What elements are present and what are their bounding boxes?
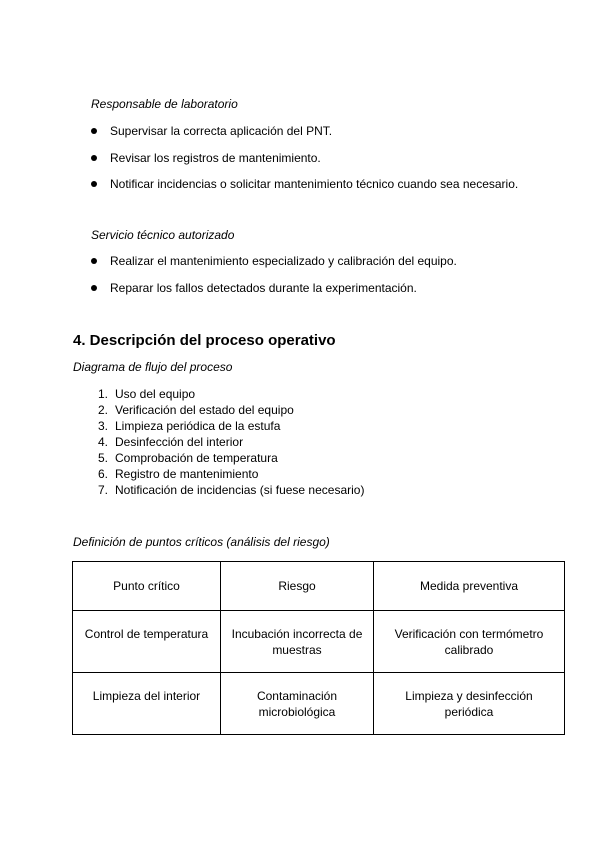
table-row <box>73 611 565 673</box>
bullet-icon <box>91 181 97 187</box>
table-header-cell: Punto crítico <box>73 562 221 611</box>
step-number: 5. <box>97 451 108 465</box>
list-item <box>91 177 518 191</box>
role-title-technical-service: Servicio técnico autorizado <box>91 228 235 242</box>
critical-points-subheading: Definición de puntos críticos (análisis del riesgo) <box>73 535 330 549</box>
table-header-cell: Riesgo <box>221 562 374 611</box>
list-item <box>89 435 364 451</box>
list-item-text: Reparar los fallos detectados durante la experimentación. <box>110 281 417 295</box>
step-text: Desinfección del interior <box>115 435 244 449</box>
list-item <box>89 483 364 499</box>
table-cell: Contaminación microbiológica <box>221 673 374 735</box>
step-number: 6. <box>97 467 108 481</box>
list-item <box>89 451 364 467</box>
list-item <box>91 151 321 165</box>
role-title-lab-manager: Responsable de laboratorio <box>91 97 238 111</box>
table-cell: Verificación con termómetro calibrado <box>374 611 565 673</box>
bullet-icon <box>91 155 97 161</box>
step-number: 1. <box>97 387 108 401</box>
list-item <box>91 254 457 268</box>
table-header-row <box>73 562 565 611</box>
bullet-icon <box>91 285 97 291</box>
flow-steps-list <box>89 387 364 499</box>
step-number: 4. <box>97 435 108 449</box>
step-number: 7. <box>97 483 108 497</box>
list-item <box>89 403 364 419</box>
list-item-text: Realizar el mantenimiento especializado y calibración del equipo. <box>110 254 457 268</box>
step-text: Verificación del estado del equipo <box>115 403 294 417</box>
bullet-icon <box>91 128 97 134</box>
step-number: 3. <box>97 419 108 433</box>
list-item-text: Supervisar la correcta aplicación del PNT. <box>110 124 333 138</box>
table-cell: Limpieza y desinfección periódica <box>374 673 565 735</box>
list-item <box>89 419 364 435</box>
bullet-icon <box>91 258 97 264</box>
table-row <box>73 673 565 735</box>
critical-points-table <box>72 561 565 735</box>
list-item <box>91 281 417 295</box>
list-item-text: Revisar los registros de mantenimiento. <box>110 151 321 165</box>
section-heading: 4. Descripción del proceso operativo <box>73 332 336 349</box>
step-text: Uso del equipo <box>115 387 196 401</box>
list-item <box>89 387 364 403</box>
table-header-cell: Medida preventiva <box>374 562 565 611</box>
step-number: 2. <box>97 403 108 417</box>
list-item <box>89 467 364 483</box>
flow-diagram-subheading: Diagrama de flujo del proceso <box>73 360 233 374</box>
list-item-text: Notificar incidencias o solicitar mantenimiento técnico cuando sea necesario. <box>110 177 519 191</box>
table-cell: Incubación incorrecta de muestras <box>221 611 374 673</box>
step-text: Limpieza periódica de la estufa <box>115 419 281 433</box>
table-cell: Control de temperatura <box>73 611 221 673</box>
step-text: Comprobación de temperatura <box>115 451 278 465</box>
step-text: Registro de mantenimiento <box>115 467 259 481</box>
table-cell: Limpieza del interior <box>73 673 221 735</box>
step-text: Notificación de incidencias (si fuese necesario) <box>115 483 365 497</box>
list-item <box>91 124 332 138</box>
